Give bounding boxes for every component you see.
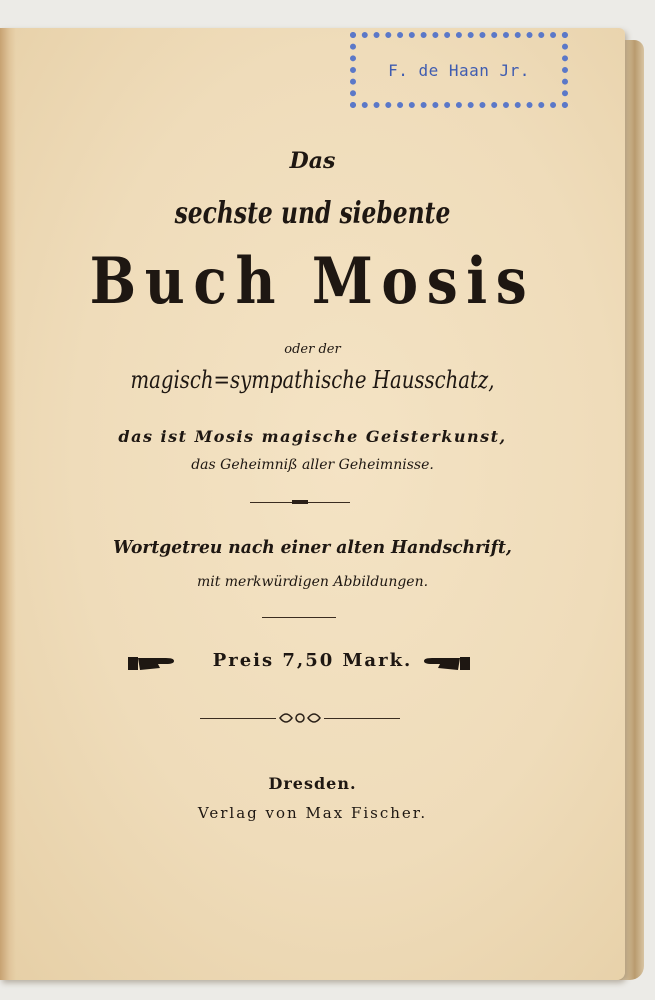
title-buch-mosis: Buch Mosis (89, 244, 536, 319)
ornament-rule-right (324, 718, 400, 719)
subtitle-geheimniss: das Geheimniß aller Geheimnisse. (191, 457, 434, 473)
price-line: Preis 7,50 Mark. (212, 650, 413, 671)
note-abbildungen: mit merkwürdigen Abbildungen. (196, 574, 429, 590)
title-sechste-und-siebente: sechste und siebente (174, 196, 451, 231)
floral-ornament-icon (276, 707, 324, 733)
title-das: Das (289, 148, 336, 174)
ornament-rule-left (200, 718, 276, 719)
pointing-hand-left-icon (422, 652, 470, 678)
stamp-text: F. de Haan Jr. (388, 60, 530, 80)
imprint-city: Dresden. (268, 774, 357, 793)
subtitle-hausschatz: magisch=sympathische Hausschatz, (130, 366, 495, 394)
note-wortgetreu: Wortgetreu nach einer alten Handschrift, (113, 537, 512, 558)
subtitle-oder-der: oder der (284, 342, 341, 357)
subtitle-geisterkunst: das ist Mosis magische Geisterkunst, (118, 427, 507, 446)
imprint-publisher: Verlag von Max Fischer. (197, 804, 428, 822)
owner-stamp (350, 32, 568, 108)
divider-dot (292, 500, 308, 504)
divider-rule-2 (262, 617, 336, 618)
